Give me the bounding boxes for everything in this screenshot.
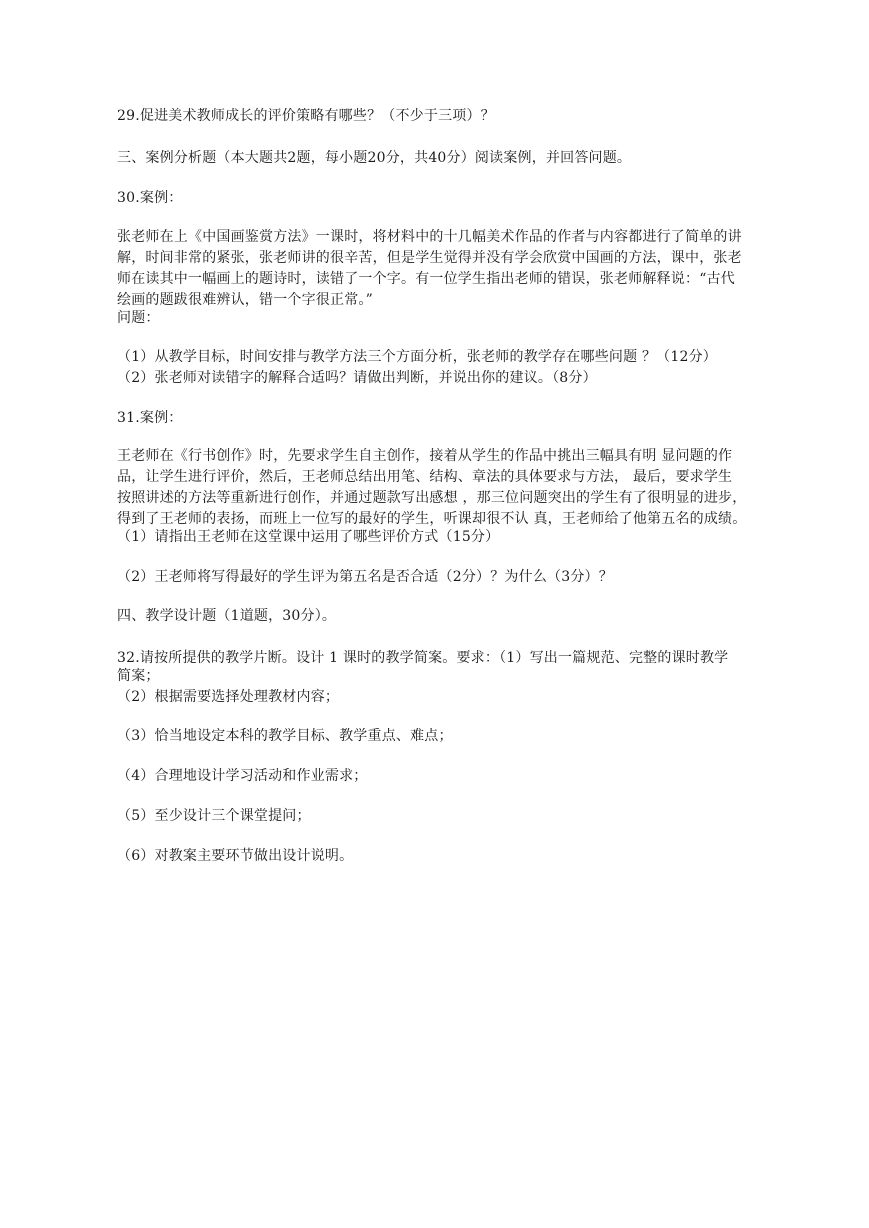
question-31-case-line: 得到了王老师的表扬，而班上一位写的最好的学生，听课却很不认 真，王老师给了他第五名的成绩。	[117, 511, 747, 527]
question-32-requirement-6: （6）对教案主要环节做出设计说明。	[117, 848, 354, 864]
question-31-sub-2: （2）王老师将写得最好的学生评为第五名是否合适（2分）？为什么（3分）？	[117, 569, 613, 585]
question-31-case-line: 按照讲述的方法等重新进行创作，并通过题款写出感想 ，那三位问题突出的学生有了很明显的进步，	[117, 490, 747, 506]
section-4-heading: 四、教学设计题（1道题，30分）。	[117, 608, 337, 624]
question-30-label: 30.案例：	[117, 190, 183, 206]
question-31-case-line: 品，让学生进行评价，然后，王老师总结出用笔、结构、章法的具体要求与方法， 最后，要求学生	[117, 469, 733, 485]
question-30-case-line: 师在读其中一幅画上的题诗时，读错了一个字。有一位学生指出老师的错误，张老师解释说：“古代	[117, 271, 735, 287]
question-30-sub-2: （2）张老师对读错字的解释合适吗？请做出判断，并说出你的建议。（8分）	[117, 370, 597, 386]
question-30-case-line: 解，时间非常的紧张，张老师讲的很辛苦，但是学生觉得并没有学会欣赏中国画的方法，课中，张老	[117, 250, 742, 266]
question-30-case-line: 张老师在上《中国画鉴赏方法》一课时，将材料中的十几幅美术作品的作者与内容都进行了简单的讲	[117, 229, 742, 245]
question-31-label: 31.案例：	[117, 410, 183, 426]
question-29: 29.促进美术教师成长的评价策略有哪些？（不少于三项）？	[117, 108, 495, 124]
question-31-sub-1: （1）请指出王老师在这堂课中运用了哪些评价方式（15分）	[117, 529, 500, 545]
question-32-requirement-5: （5）至少设计三个课堂提问；	[117, 808, 311, 824]
question-32-line: 32.请按所提供的教学片断。设计 1 课时的教学简案。要求：（1）写出一篇规范、完整的课时教学	[117, 650, 729, 666]
question-30-sub-1: （1）从教学目标，时间安排与教学方法三个方面分析，张老师的教学存在哪些问题 ？（12分）	[117, 349, 717, 365]
question-30-question-label: 问题：	[117, 310, 160, 326]
section-3-heading: 三、案例分析题（本大题共2题，每小题20分，共40分）阅读案例，并回答问题。	[117, 150, 632, 166]
question-32-requirement-4: （4）合理地设计学习活动和作业需求；	[117, 768, 368, 784]
question-31-case-line: 王老师在《行书创作》时，先要求学生自主创作，接着从学生的作品中挑出三幅具有明 显问题的作	[117, 448, 733, 464]
question-32-requirement-3: （3）恰当地设定本科的教学目标、教学重点、难点；	[117, 728, 453, 744]
question-32-line: 简案；	[117, 668, 160, 684]
question-32-requirement-2: （2）根据需要选择处理教材内容；	[117, 689, 340, 705]
question-30-case-line: 绘画的题跋很难辨认，错一个字很正常。”	[117, 292, 373, 308]
